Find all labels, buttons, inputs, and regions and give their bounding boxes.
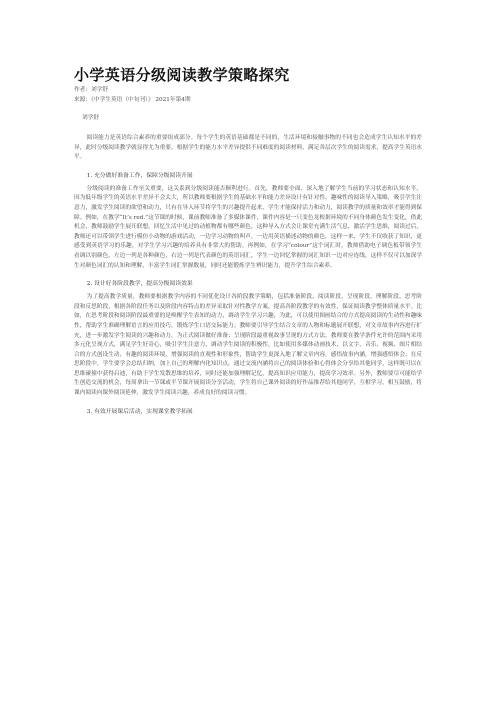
source-line: 来源：《中学生英语（中旬刊）》 2021年第4期	[74, 97, 191, 103]
section-2-paragraph: 为了提高教学质量，教师要根据教学内容的不同优化设计各阶段教学策略，包括准备阶段、阅读阶段、呈现阶段、理解阶段、思考阶段和反思阶段，根据各阶段任务以及阶段内容特点的差异采取针对性教学方案，提高各阶段教学的有效性，保证阅读教学整体质量水平。比如，在思考阶段和阅读阶段最重要的是唤醒学生表知的动力，调动学生学习兴趣，为此，可以使用图画结合的方式提高阅读的生动性和趣味性，帮助学生准确理解语言的应用技巧，锻炼学生口语交际能力；教师要引导学生结合文章的人物和标题展开联想，对文章故事内容进行扩充，进一步激发学生阅读的兴趣和动力，为正式阅读做好准备；呈现阶段最重视故事呈现的方式方法，教师要在教学条件允许的范围内采用多元化呈现方式，满足学生好奇心，吸引学生注意力，调动学生阅读的积极性，比如使用多媒体动画技术，以文字、音乐、视频、图片相结合的方式创设生动、有趣的阅读环境，增强阅读的直观性和形象性，帮助学生更深入地了解文章内容，感悟故事内涵，增强感悟体会；在反思阶段中，学生要学会总结归纳，加上自己的理解内化知识点，通过交流内涵将自己的阅读体验和心得体会分享给其他同学，这样既可以在思维碰撞中获得启迪，有助于学生发散思维的培养，同时还能加强理解记忆，提高知识应用能力，提高学习效率。另外，教师要尽可能给学生创造交流的机会，每周拿出一节课或半节课开展阅读分享活动，学生将自己课外阅读的好作品推荐给其他同学，互相学习，相互鼓励，将课内阅读向课外阅读延伸，激发学生阅读兴趣，养成良好的阅读习惯。	[74, 294, 422, 397]
section-1-paragraph: 分级阅读的准备工作至关重要，这关系到分级阅读能否顺利进行。首先，教师要全面、深入地了解学生当前的学习状态和认知水平，因为低年级学生的英语水平差异不会太大，所以教师要根据学生的基础水平和能力差异设计有针对性、趣味性的阅读导入策略，吸引学生注意力，激发学生阅读的欲望和动力，只有在导入环节将学生的兴趣提升起来，学生才能保持活力和动力，阅读教学的质量和效率才能得到保障。例如，在教学“It’s red.”这节课的时候，课前教师准备了多媒体课件，课件内容是一只变色龙根据环境的不同身体颜色发生变化，借此机会，教师鼓励学生展开联想，回忆生活中见过的动植物都有哪些颜色，这种导入方式会让课堂充满生活气息，激活学生思维，阅读过后，教师还可以带领学生进行模仿小动物的游戏活动，一边学习动物的叫声，一边用英语描述动物的颜色，这样一来，学生不仅收获了知识，更感受到英语学习的乐趣，对学生学习兴趣的培养具有非常大的帮助。再例如，在学习“colour”这个词汇时，教师借助电子调色板带领学生看调以别颜色，左边一列是各种颜色，右边一列是代表颜色的英语词汇，学生一边回忆掌握的词汇知识一边对应连线，这样不仅可以加深学生对颜色词汇的认知和理解，丰富学生词汇掌握数量，同时还能锻炼学生辨识能力，提升学生综合素养。	[74, 185, 422, 269]
section-1-heading: 1. 充分做好准备工作，保障分级阅读开展	[86, 172, 193, 179]
author-line: 作者：刘学舒	[74, 87, 109, 93]
article-title: 小学英语分级阅读教学策略探究	[74, 66, 290, 84]
section-3-heading: 3. 有效开展课后活动，实现课堂教学拓展	[86, 408, 193, 415]
intro-paragraph: 阅读能力是英语综合素养的重要组成部分。每个学生的英语基础都是不同的，生活环境和接触事物的不同也会造成学生认知水平的差异，此时分级阅读教学就显得尤为重要。根据学生的能力水平差异提供不同难度的阅读材料，满足各层次学生的阅读需求，提高学生英语水平。	[74, 135, 422, 161]
byline: 刘学舒	[82, 115, 100, 121]
section-2-heading: 2. 设计好各阶段教学，提高分级阅读效果	[86, 281, 193, 288]
